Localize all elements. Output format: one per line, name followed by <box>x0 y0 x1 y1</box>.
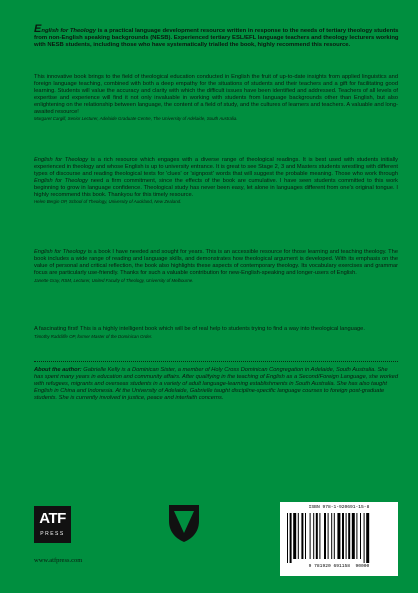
barcode-bar <box>293 513 296 559</box>
dotted-divider <box>34 361 398 362</box>
barcode-bar <box>364 513 365 563</box>
logo-mark: ATF <box>39 510 66 527</box>
barcode-bar <box>287 513 288 563</box>
endorsement-text: English for Theology is a rich resource which engages with a diverse range of theological readings. It is best used with students initially experienced in theology and whose English is up to university entrance. It is great to see Stage 2, 3 and Masters students wrestling with different types of discourse and reading theological texts for 'clues' or 'signpost' words that will suggest the probable meaning. Those who work through English for Theology need a firm commitment, since the effects of the book are cumulative. I have seen students committed to this work beginning to grow in language confidence. Theological study has never been easy, let alone in languages different from one's original tongue. I highly recommend this book. Thankyou for this timely resource. <box>34 157 398 198</box>
barcode-bars <box>287 513 391 563</box>
barcode-bar <box>301 513 303 559</box>
logo-word: PRESS <box>40 531 65 537</box>
barcode-bar <box>356 513 357 559</box>
shield-icon <box>167 503 201 543</box>
atf-press-logo <box>34 506 71 543</box>
isbn-label: ISBN 978-1-920691-15-8 <box>308 505 370 510</box>
endorsement-citation: Helen Bergin OP, School of Theology, University of Auckland, New Zealand. <box>34 199 182 205</box>
endorsement-radcliffe <box>34 326 398 340</box>
endorsement-cargill <box>34 74 398 122</box>
intro-text: is a practical language development resource written in response to the needs of tertiary theology students from non-English speaking backgrounds (NESB). Experienced tertiary ESL/EFL language teachers and theology lecturers working with NESB students, including those who have systematically trialled the book, highly recommend this resource. <box>34 28 399 49</box>
about-author-text: Gabrielle Kelly is a Dominican Sister, a member of Holy Cross Dominican Congregation in Adelaide, South Australia. She has spent many years in education and community affairs. After qualifying in the teaching of English as a Second/Foreign Language, she worked with refugees, migrants and overseas students in a variety of adult language-learning establishments in South Australia. She has also taught English in China and Indonesia. At the University of Adelaide, Gabrielle taught discipline-specific language courses to foreign post-graduate students. She is currently involved in justice, peace and interfaith concerns. <box>34 367 399 401</box>
endorsement-text: A fascinating first! This is a highly intelligent book which will be of real help to students trying to find a way into theological language. <box>34 326 365 332</box>
intro-book-title: nglish for Theology <box>41 28 96 34</box>
barcode-bar <box>324 513 326 559</box>
barcode-bar <box>334 513 335 559</box>
barcode-bar <box>331 513 332 559</box>
endorsement-text: English for Theology is a book I have needed and sought for years. This is an accessible resource for those learning and teaching theology. The book includes a wide range of reading and language skills, and demonstrates how theological argument is developed. With its emphasis on the value of personal and critical reflection, the book also highlights these aspects of contemporary theology. Its vocabulary exercises and grammar focus are particularly use-friendly. Thanks for such a valuable contribution for new-English-speaking and longer-users of English. <box>34 249 398 276</box>
intro-paragraph <box>34 23 400 50</box>
endorsement-citation: Janette Gray, RSM, Lecturer, United Faculty of Theology, University of Melbourne. <box>34 277 194 283</box>
book-title: English for Theology <box>34 157 89 163</box>
endorsement-citation: Timothy Radcliffe OP, former Master of the Dominican Order. <box>34 333 153 339</box>
endorsement-bergin <box>34 157 398 205</box>
endorsement-text: This innovative book brings to the field of theological education conducted in English the fruit of up-to-date insights from applied linguistics and foreign language teaching, combined with both a deep empathy for the situations of students and their teachers and a gift for facilitating good learning. Students will value the accuracy and clarity with which the difficult issues have been identified and addressed. Teachers of all levels of expertise and experience will find it not only invaluable in working with students from language backgrounds other than English, but also enlightening on the relationship between language, the content of a field of study, and the cultures of learners and teachers. A valuable and long-awaited resource! <box>34 74 398 115</box>
endorsement-gray <box>34 249 398 283</box>
drop-cap: E <box>34 23 42 35</box>
book-title: English for Theology <box>34 249 87 255</box>
barcode-bar <box>319 513 320 559</box>
barcode-bar <box>366 513 369 563</box>
about-author-heading: About the author: <box>34 367 82 373</box>
barcode-bar <box>305 513 306 559</box>
barcode-bar <box>348 513 350 559</box>
barcode-addon: 90000 <box>355 564 370 569</box>
about-author <box>34 367 398 402</box>
barcode-digits: 9 781920 691158 90000 <box>308 564 370 569</box>
barcode-bar <box>360 513 361 559</box>
book-title: English for Theology <box>34 177 88 184</box>
isbn-barcode <box>280 502 398 576</box>
barcode-bar <box>342 513 344 559</box>
barcode-bar <box>352 513 355 559</box>
barcode-bar <box>337 513 340 559</box>
barcode-bar <box>298 513 299 559</box>
barcode-bar <box>290 513 292 563</box>
barcode-bar <box>313 513 314 559</box>
barcode-bar <box>346 513 347 559</box>
publisher-website: www.atfpress.com <box>34 557 83 564</box>
barcode-bar <box>328 513 329 559</box>
endorsement-citation: Margaret Cargill, Senior Lecturer, Adelaide Graduate Centre, The University of Adelaide, South Australia. <box>34 116 238 122</box>
barcode-bar <box>310 513 311 559</box>
barcode-bar <box>316 513 318 559</box>
